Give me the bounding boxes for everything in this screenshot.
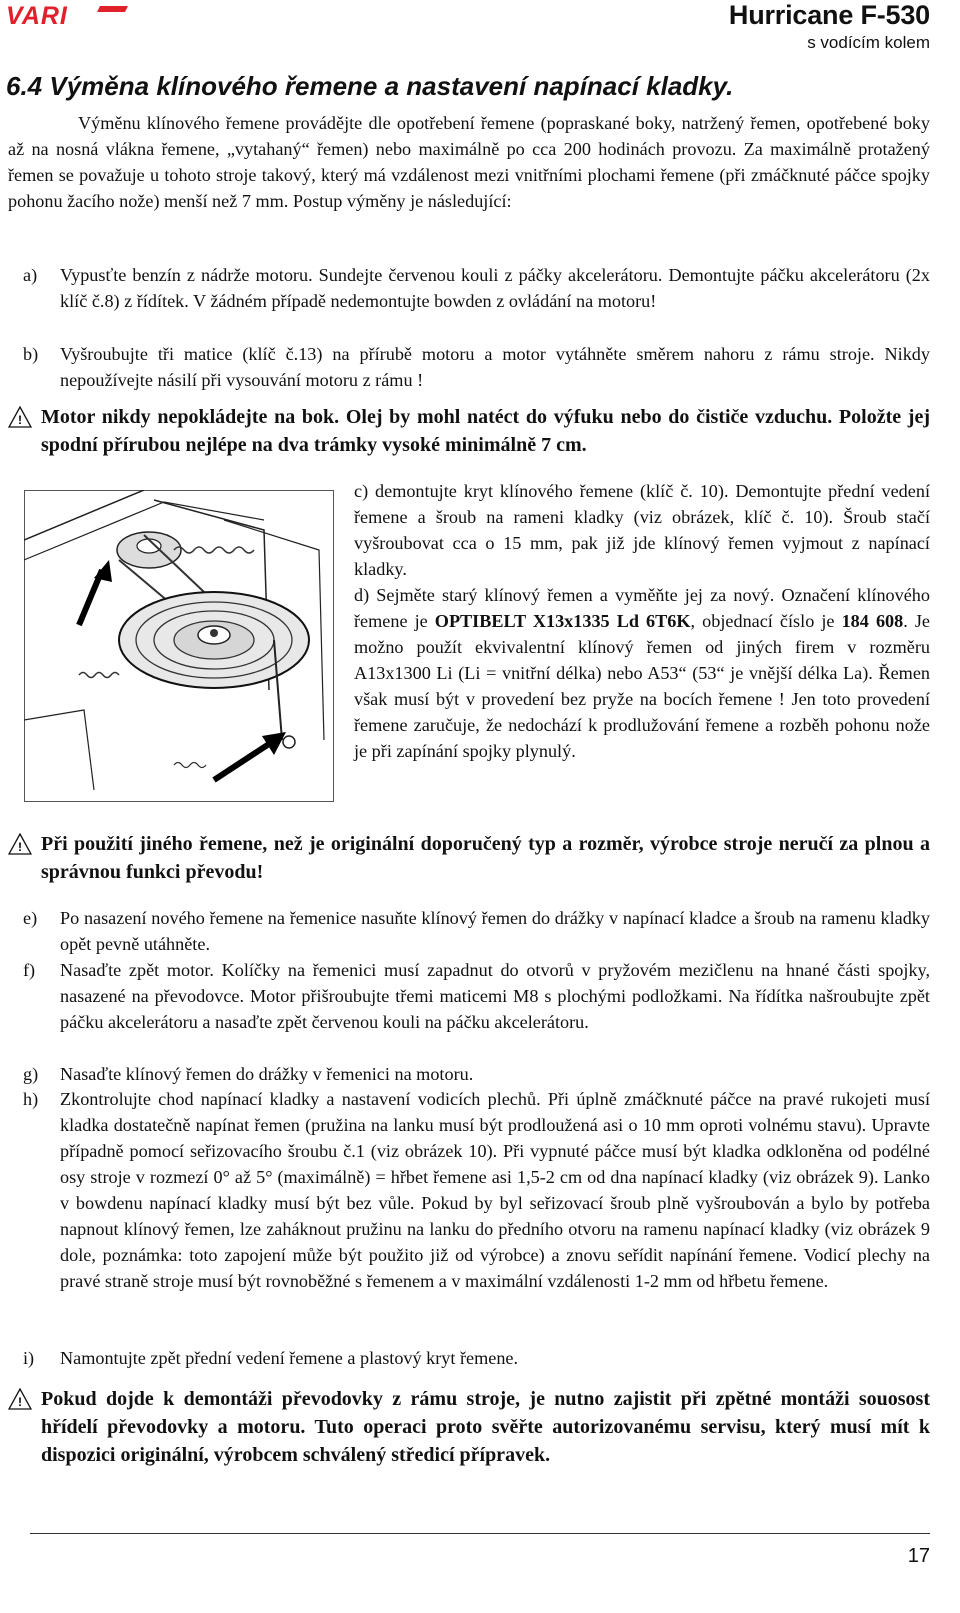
svg-text:VARI: VARI (6, 2, 68, 28)
warning-engine-side (8, 403, 930, 459)
step-d-mid: , objednací číslo je (690, 611, 842, 631)
warning-triangle-icon (8, 833, 32, 855)
warning-belt-type (8, 830, 930, 886)
step-d-intro: d) Sejměte starý klínový řemen a vyměňte jej za nový. Označení klínového řemene je (354, 585, 930, 631)
step-text: Vyšroubujte tři matice (klíč č.13) na přírubě motoru a motor vytáhněte směrem nahoru z rámu stroje. Nikdy nepoužívejte násilí při vysouvání motoru z rámu ! (60, 344, 930, 390)
step-text: Po nasazení nového řemene na řemenice nasuňte klínový řemen do drážky v napínací kladce a šroub na ramenu kladky opět pevně utáhněte. (60, 908, 930, 954)
step-text: Vypusťte benzín z nádrže motoru. Sundejte červenou kouli z páčky akcelerátoru. Demontujte páčku akcelerátoru (2x klíč č.8) z řídítek. V žádném případě nedemontujte bowden z ovládání na motoru! (60, 265, 930, 311)
warning-triangle-icon (8, 406, 32, 428)
step-label: b) (23, 344, 39, 364)
step-d-rest: . Je možno použít ekvivalentní klínový řemen od jiných firem v rozměru A13x1300 Li (Li = vnitřní délka) nebo A53“ (53“ je vnější délka La). Řemen však musí být v provedení bez pryže na bocích řemene ! Jen toto provedení řemene zaručuje, že nedochází k prodlužování řemene a rozběh pohonu nože je při zapínání spojky plynulý. (354, 611, 930, 761)
step-i (8, 1345, 930, 1371)
document-product-title: Hurricane F-530 (728, 0, 930, 30)
step-g (8, 1061, 930, 1087)
warning-gearbox (8, 1385, 930, 1469)
svg-text:!: ! (18, 413, 22, 427)
step-text: Zkontrolujte chod napínací kladky a nastavení vodicích plechů. Při úplně zmáčknuté páčce na pravé rukojeti musí kladka dostatečně napínat řemen (pružina na lanku musí být prodloužená asi o 10 mm oproti volnému stavu). Upravte případně pomocí seřizovacího šroubu č.1 (viz obrázek 10). Při vypnuté páčce musí být kladka odkloněna od podélné osy stroje v rozmezí 0° až 5° (maximálně) = hřbet řemene asi 1,5-2 cm od dna napínací kladky (viz obrázek 9). Lanko v bowdenu napínací kladky musí být bez vůle. Pokud by byl seřizovací šroub plně vyšroubován a bylo by potřeba napnout klínový řemen, lze zaháknout pružinu na lanku do předního otvoru na ramenu napínací kladky (viz obrázek 9 dole, poznámka: toto zapojení může být použito již od výrobce) a znovu seřídit napínání řemene. Vodicí plechy na pravé straně stroje musí být rovnoběžné s řemenem a v maximální vzdálenosti 1-2 mm od hřbetu řemene. (60, 1089, 930, 1291)
svg-text:!: ! (18, 840, 22, 854)
vari-logo (4, 2, 130, 28)
step-f (8, 957, 930, 1035)
step-d-text (354, 582, 930, 764)
step-label: f) (23, 960, 36, 980)
warning-text: Při použití jiného řemene, než je originální doporučený typ a rozměr, výrobce stroje neručí za plnou a správnou funkci převodu! (41, 833, 930, 883)
belt-designation: OPTIBELT X13x1335 Ld 6T6K (434, 611, 691, 631)
step-label: a) (23, 265, 38, 285)
right-column-steps (354, 478, 930, 764)
step-text: Nasaďte zpět motor. Kolíčky na řemenici musí zapadnut do otvorů v pryžovém mezičlenu na hnané části spojky, nasazené na převodovce. Motor přišroubujte třemi maticemi M8 s plochými podložkami. Na řídítka našroubujte zpět páčku akcelerátoru a nasaďte zpět červenou kouli na páčku akcelerátoru. (60, 960, 930, 1032)
belt-drive-illustration (24, 490, 334, 802)
step-text: Namontujte zpět přední vedení řemene a plastový kryt řemene. (60, 1348, 519, 1368)
step-c-text: c) demontujte kryt klínového řemene (klíč č. 10). Demontujte přední vedení řemene a šroub na rameni kladky (viz obrázek, klíč č. 10). Šroub stačí vyšroubovat cca o 15 mm, pak již jde klínový řemen vyjmout z napínací kladky. (354, 481, 930, 579)
step-label: e) (23, 908, 38, 928)
intro-paragraph: Výměnu klínového řemene provádějte dle opotřebení řemene (popraskané boky, natržený řemen, opotřebené boky až na nosná vlákna řemene, „vytahaný“ řemen) nebo maximálně po cca 200 hodinách provozu. Za maximálně protažený řemen se považuje u tohoto stroje takový, který má vzdálenost mezi vnitřními plochami řemene (při zmáčknuté páčce spojky pohonu žacího nože) menší než 7 mm. Postup výměny je následující: (8, 113, 930, 211)
page-number: 17 (907, 1545, 930, 1567)
section-title: 6.4 Výměna klínového řemene a nastavení napínací kladky. (6, 71, 734, 101)
warning-triangle-icon (8, 1388, 32, 1410)
warning-text: Pokud dojde k demontáži převodovky z rámu stroje, je nutno zajistit při zpětné montáži souosost hřídelí převodovky a motoru. Tuto operaci proto svěřte autorizovanému servisu, který musí mít k dispozici originální, výrobcem schválený středicí přípravek. (41, 1388, 930, 1466)
svg-text:!: ! (18, 1395, 22, 1409)
footer-rule (30, 1533, 930, 1534)
step-text: Nasaďte klínový řemen do drážky v řemenici na motoru. (60, 1064, 474, 1084)
document-product-subtitle: s vodícím kolem (807, 33, 930, 52)
step-b (8, 341, 930, 393)
warning-text: Motor nikdy nepokládejte na bok. Olej by mohl natéct do výfuku nebo do čističe vzduchu. Položte jej spodní přírubou nejlépe na dva trámky vysoké minimálně 7 cm. (41, 406, 930, 456)
step-label: g) (23, 1064, 39, 1084)
step-label: h) (23, 1089, 39, 1109)
step-label: i) (23, 1348, 35, 1368)
step-e (8, 905, 930, 957)
step-h (8, 1086, 930, 1294)
order-number: 184 608 (841, 611, 904, 631)
step-a (8, 262, 930, 314)
